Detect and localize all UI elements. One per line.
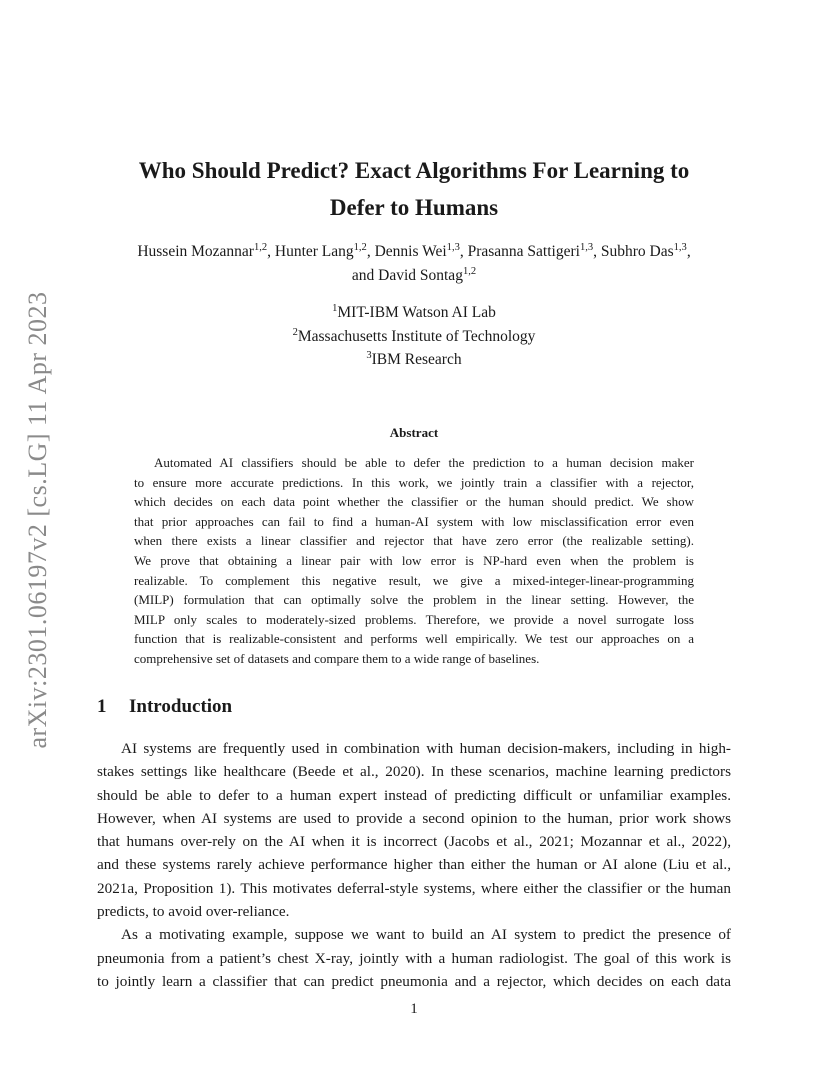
body-line: 2021a, Proposition 1). This motivates deferral-style systems, where either the classifier or the human	[97, 879, 731, 897]
title-line-1: Who Should Predict? Exact Algorithms For Learning to	[138, 158, 690, 183]
author-affiliation-mark: 1,2	[462, 266, 477, 278]
section-title: Introduction	[129, 696, 233, 717]
abstract-line: when there exists a linear classifier and rejector that have zero error (the realizable setting).	[134, 533, 694, 549]
author-affiliation-mark: 1,2	[253, 242, 268, 254]
abstract-line: We prove that obtaining a linear pair with low error is NP-hard even when the problem is	[134, 552, 694, 568]
abstract-line: comprehensive set of datasets and compare them to a wide range of baselines.	[134, 650, 540, 666]
author-name: Subhro Das	[600, 243, 674, 260]
body-line: As a motivating example, suppose we want to build an AI system to predict the presence of	[121, 926, 731, 944]
abstract-heading: Abstract	[389, 425, 439, 440]
affiliation-list	[90, 301, 738, 372]
author-name: Dennis Wei	[374, 243, 447, 260]
author-line-1: Hussein Mozannar$^{1,2}$, Hunter Lang$^{1,2}$, Dennis Wei$^{1,3}$, Prasanna Sattigeri$^{1,3}$, Subhro Das$^{1,3}$,	[137, 242, 691, 260]
section-number: 1	[97, 696, 107, 717]
body-line: stakes settings like healthcare (Beede et al., 2020). In these scenarios, machine learning predictors	[97, 763, 731, 781]
body-line: pneumonia from a patient’s chest X-ray, jointly with a human radiologist. The goal of this work is	[97, 949, 731, 967]
paragraph	[97, 737, 731, 923]
author-affiliation-mark: 1,2	[353, 242, 367, 254]
abstract-line: Automated AI classifiers should be able to defer the prediction to a human decision maker	[154, 455, 694, 470]
page-number: 1	[410, 1001, 418, 1017]
author-affiliation-mark: 1,3	[673, 242, 687, 254]
author-affiliation-mark: 1,3	[446, 242, 460, 254]
affiliation-item: $^1$MIT-IBM Watson AI Lab	[332, 303, 496, 321]
introduction-body	[97, 737, 731, 993]
abstract-body	[134, 453, 694, 669]
abstract-line: to ensure more accurate predictions. In this work, we jointly train a classifier with a rejector,	[134, 474, 694, 490]
body-line: AI systems are frequently used in combination with human decision-makers, including in high-	[121, 740, 731, 757]
abstract-line: MILP only scales to moderately-sized problems. Therefore, we provide a novel surrogate loss	[134, 611, 694, 627]
abstract-line: that prior approaches can fail to find a human-AI system with low misclassification error even	[134, 513, 694, 529]
body-line: However, when AI systems are used to provide a second opinion to the human, prior work shows	[97, 809, 731, 827]
author-name: Hussein Mozannar	[137, 243, 254, 260]
body-line: that humans over-rely on the AI when it is incorrect (Jacobs et al., 2021; Mozannar et al., 2022),	[97, 833, 731, 851]
abstract-line: which decides on each data point whether the classifier or the human should predict. We show	[134, 494, 694, 510]
author-affiliation-mark: 1,3	[579, 242, 594, 254]
author-name: Prasanna Sattigeri	[467, 243, 580, 260]
affiliation-item: $^2$Massachusetts Institute of Technology	[292, 326, 536, 345]
affiliation-item: $^3$IBM Research	[366, 350, 462, 368]
body-line: predicts, to avoid over-reliance.	[97, 903, 290, 921]
author-name: and David Sontag	[351, 267, 463, 284]
body-line: to jointly learn a classifier that can predict pneumonia and a rejector, which decides on each data	[97, 972, 731, 990]
abstract-line: realizable. To complement this negative result, we give a mixed-integer-linear-programming	[134, 572, 694, 588]
abstract-line: (MILP) formulation that can optimally solve the problem in the linear setting. However, the	[134, 592, 694, 608]
abstract-line: function that is realizable-consistent and performs well empirically. We test our approaches on a	[134, 631, 694, 647]
section-heading-introduction	[97, 696, 232, 718]
author-line-2	[90, 264, 738, 288]
author-name: Hunter Lang	[274, 243, 354, 260]
author-list	[90, 240, 738, 288]
body-line: and these systems rarely achieve performance higher than either the human or AI alone (Liu et al.,	[97, 856, 731, 874]
title-line-2: Defer to Humans	[329, 195, 499, 220]
paragraph	[97, 923, 731, 993]
arxiv-identifier-stamp: arXiv:2301.06197v2 [cs.LG] 11 Apr 2023	[23, 291, 52, 749]
body-line: should be able to defer to a human expert instead of predicting difficult or unfamiliar examples.	[97, 786, 731, 804]
paper-title	[90, 152, 738, 226]
